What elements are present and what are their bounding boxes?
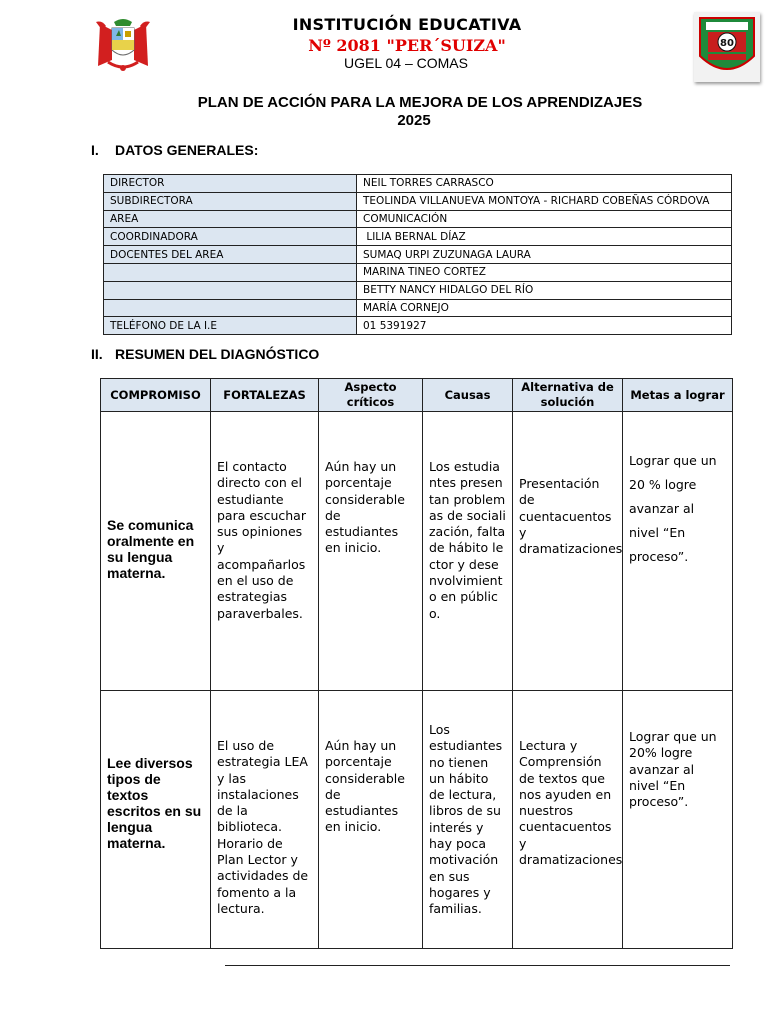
compromiso-cell: [101, 412, 211, 691]
row-label: AREA: [104, 210, 357, 228]
row-value: BETTY NANCY HIDALGO DEL RÍO: [357, 281, 732, 299]
row-value: MARÍA CORNEJO: [357, 299, 732, 317]
compromiso-cell: [101, 691, 211, 949]
column-header: Causas: [423, 379, 513, 412]
row-label: SUBDIRECTORA: [104, 192, 357, 210]
causas-cell: [423, 412, 513, 691]
fortalezas-text: El uso de estrategia LEA y las instalaciones de la biblioteca. Horario de Plan Lector y actividades de fomento a la lectura.: [217, 738, 309, 916]
row-label: [104, 263, 357, 281]
row-value: SUMAQ URPI ZUZUNAGA LAURA: [357, 246, 732, 264]
column-header: FORTALEZAS: [211, 379, 319, 412]
metas-text: Lograr que un 20 % logre avanzar al nivel “En proceso”.: [629, 453, 717, 564]
row-label: COORDINADORA: [104, 228, 357, 246]
row-value: COMUNICACIÓN: [357, 210, 732, 228]
diagnostico-table: [100, 378, 733, 949]
fortalezas-cell: [211, 691, 319, 949]
table-row: [104, 281, 732, 299]
row-value: MARINA TINEO CORTEZ: [357, 263, 732, 281]
table-row: [104, 192, 732, 210]
column-header: Alternativa de solución: [513, 379, 623, 412]
compromiso-text: Lee diversos tipos de textos escritos en su lengua materna.: [107, 755, 202, 851]
fortalezas-cell: [211, 412, 319, 691]
section-resumen-diagnostico: [91, 346, 319, 362]
table-header-row: [101, 379, 733, 412]
aspectos-text: Aún hay un porcentaje considerable de estudiantes en inicio.: [325, 738, 405, 835]
section-title: RESUMEN DEL DIAGNÓSTICO: [115, 346, 320, 362]
table-row: [104, 263, 732, 281]
aspectos-cell: [319, 691, 423, 949]
institution-title: INSTITUCIÓN EDUCATIVA: [292, 15, 522, 34]
plan-title: [120, 94, 720, 130]
section-datos-generales: [91, 142, 258, 158]
metas-cell: [623, 412, 733, 691]
column-header: Aspecto críticos: [319, 379, 423, 412]
section-number: I.: [91, 142, 99, 158]
metas-text: Lograr que un 20% logre avanzar al nivel “En proceso”.: [629, 729, 717, 810]
plan-title-line: PLAN DE ACCIÓN PARA LA MEJORA DE LOS APRENDIZAJES: [197, 94, 643, 111]
compromiso-text: Se comunica oralmente en su lengua materna.: [107, 517, 195, 581]
fortalezas-text: El contacto directo con el estudiante para escuchar sus opiniones y acompañarlos en el uso de estrategias paraverbales.: [217, 459, 306, 621]
table-row: [101, 412, 733, 691]
table-row: [104, 246, 732, 264]
row-label: [104, 281, 357, 299]
table-row: [104, 228, 732, 246]
causas-text: Los estudiantes no tienen un hábito de lectura, libros de su interés y hay poca motivación en sus hogares y familias.: [429, 722, 503, 917]
alternativa-text: Presentación de cuentacuentos y dramatizaciones: [519, 476, 623, 557]
aspectos-cell: [319, 412, 423, 691]
column-header: COMPROMISO: [101, 379, 211, 412]
column-header: Metas a lograr: [623, 379, 733, 412]
table-row: [104, 299, 732, 317]
causas-cell: [423, 691, 513, 949]
row-value: 01 5391927: [357, 317, 732, 335]
table-row: [101, 691, 733, 949]
datos-generales-table: [103, 174, 732, 335]
row-value: NEIL TORRES CARRASCO: [357, 175, 732, 193]
table-row: [104, 210, 732, 228]
row-value: TEOLINDA VILLANUEVA MONTOYA - RICHARD COBEÑAS CÓRDOVA: [357, 192, 732, 210]
alternativa-cell: [513, 691, 623, 949]
footer-divider: [225, 965, 730, 966]
plan-year: 2025: [397, 112, 431, 129]
row-label: DIRECTOR: [104, 175, 357, 193]
table-row: [104, 317, 732, 335]
causas-text: Los estudiantes presentan problemas de socialización, falta de hábito lector y desenvolvimiento en público.: [429, 459, 506, 621]
row-label: [104, 299, 357, 317]
table-row: [104, 175, 732, 193]
institution-number: Nº 2081 "PER´SUIZA": [308, 36, 506, 55]
section-title: DATOS GENERALES:: [115, 142, 259, 158]
ugel-label: UGEL 04 – COMAS: [344, 55, 468, 71]
metas-cell: [623, 691, 733, 949]
section-number: II.: [91, 346, 103, 362]
row-value: LILIA BERNAL DÍAZ: [357, 228, 732, 246]
alternativa-text: Lectura y Comprensión de textos que nos ayuden en nuestros cuentacuentos y dramatizaciones: [519, 738, 623, 868]
row-label: TELÉFONO DE LA I.E: [104, 317, 357, 335]
row-label: DOCENTES DEL AREA: [104, 246, 357, 264]
alternativa-cell: [513, 412, 623, 691]
aspectos-text: Aún hay un porcentaje considerable de estudiantes en inicio.: [325, 459, 405, 556]
school-badge-text: 80: [720, 38, 734, 49]
